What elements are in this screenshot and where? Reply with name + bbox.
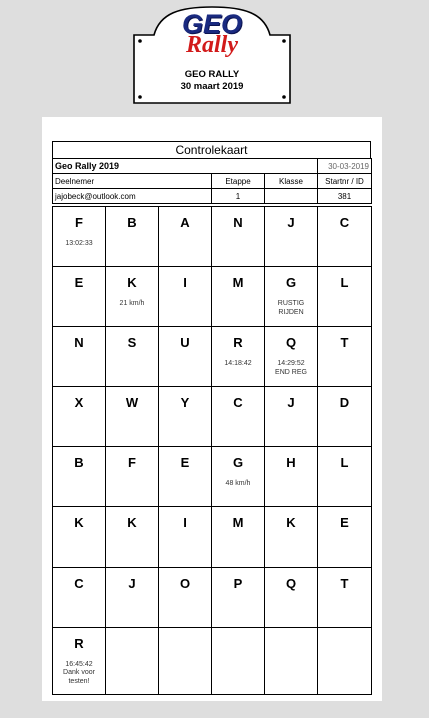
control-grid [52, 206, 372, 695]
grid-cell [212, 627, 265, 694]
control-letter: I [183, 515, 187, 531]
control-letter: O [179, 575, 191, 591]
control-letter: R [74, 635, 84, 651]
control-note: 21 km/h [119, 300, 145, 308]
grid-cell [159, 387, 212, 447]
grid-cell [53, 567, 106, 627]
grid-row [53, 447, 372, 507]
control-letter: U [180, 335, 190, 351]
grid-cell [265, 207, 318, 267]
grid-cell [53, 447, 106, 507]
grid-cell [212, 207, 265, 267]
grid-cell [106, 327, 159, 387]
control-letter: N [233, 215, 243, 230]
grid-cell [212, 567, 265, 627]
control-letter: J [128, 575, 136, 591]
grid-cell [212, 267, 265, 327]
control-letter: M [232, 275, 244, 291]
grid-cell [318, 627, 372, 694]
control-letter: L [340, 455, 349, 471]
grid-cell [159, 567, 212, 627]
card-title: Controlekaart [52, 141, 371, 159]
control-letter: T [340, 575, 349, 591]
header-start: Startnr / ID [318, 174, 372, 189]
control-letter: F [75, 215, 83, 230]
control-letter: B [127, 215, 137, 230]
rally-plate [132, 5, 292, 105]
grid-cell [53, 267, 106, 327]
control-letter: M [232, 515, 244, 531]
control-letter: J [287, 215, 295, 230]
control-letter: T [340, 335, 349, 351]
control-letter: D [339, 395, 350, 411]
card-info-table [52, 158, 372, 204]
control-letter: X [74, 395, 84, 411]
grid-row [53, 207, 372, 267]
control-letter: C [74, 575, 84, 591]
grid-row [53, 327, 372, 387]
grid-cell [53, 327, 106, 387]
control-letter: K [127, 515, 137, 531]
control-letter: K [74, 515, 84, 531]
grid-cell [53, 627, 106, 694]
grid-cell [159, 507, 212, 567]
control-letter: F [128, 455, 136, 471]
grid-cell [318, 387, 372, 447]
control-letter: N [74, 335, 84, 351]
grid-row [53, 267, 372, 327]
control-letter: E [340, 515, 349, 531]
control-letter: J [287, 395, 295, 411]
grid-cell [318, 327, 372, 387]
grid-cell [106, 387, 159, 447]
header-participant: Deelnemer [53, 174, 212, 189]
control-letter: E [180, 455, 190, 471]
grid-cell [53, 387, 106, 447]
control-card [42, 117, 382, 701]
control-note: 14:29:52 END REG [275, 360, 307, 376]
grid-cell [318, 447, 372, 507]
rally-logo-text: Rally [186, 32, 238, 58]
grid-cell [159, 207, 212, 267]
grid-cell [159, 327, 212, 387]
grid-cell [265, 447, 318, 507]
grid-cell [106, 267, 159, 327]
stage-value: 1 [212, 189, 265, 204]
header-class: Klasse [265, 174, 318, 189]
control-letter: G [285, 275, 297, 291]
grid-cell [212, 387, 265, 447]
control-letter: I [183, 275, 187, 291]
grid-cell [212, 507, 265, 567]
geo-logo-text: GEO [181, 9, 242, 39]
control-letter: C [233, 395, 243, 411]
grid-cell [106, 207, 159, 267]
grid-cell [318, 507, 372, 567]
control-letter: Y [180, 395, 190, 411]
start-number-value: 381 [318, 189, 372, 204]
header-stage: Etappe [212, 174, 265, 189]
control-letter: B [74, 455, 84, 471]
grid-cell [159, 627, 212, 694]
grid-row [53, 567, 372, 627]
grid-cell [265, 387, 318, 447]
grid-cell [318, 567, 372, 627]
control-letter: Q [285, 335, 297, 351]
grid-cell [159, 447, 212, 507]
grid-cell [106, 507, 159, 567]
grid-cell [212, 447, 265, 507]
control-letter: G [232, 455, 244, 471]
control-letter: H [286, 455, 296, 471]
control-letter: Q [285, 575, 297, 591]
control-letter: E [74, 275, 84, 291]
grid-cell [106, 567, 159, 627]
grid-cell [265, 507, 318, 567]
participant-email: jajobeck@outlook.com [53, 189, 212, 204]
control-letter: W [125, 395, 139, 411]
grid-cell [106, 627, 159, 694]
class-value [265, 189, 318, 204]
control-note: RUSTIG RIJDEN [277, 300, 305, 316]
grid-cell [265, 267, 318, 327]
control-note: 13:02:33 [65, 240, 93, 247]
grid-row [53, 507, 372, 567]
control-letter: L [340, 275, 349, 291]
grid-cell [53, 507, 106, 567]
event-name: Geo Rally 2019 [53, 159, 318, 174]
control-letter: A [180, 215, 190, 230]
control-note: 14:18:42 [224, 360, 252, 368]
grid-row [53, 387, 372, 447]
control-note: 16:45:42 Dank voor testen! [63, 660, 95, 685]
grid-cell [159, 267, 212, 327]
grid-cell [53, 207, 106, 267]
control-letter: P [233, 575, 243, 591]
grid-row [53, 627, 372, 694]
plate-title: GEO RALLY [184, 69, 240, 80]
grid-cell [106, 447, 159, 507]
control-letter: C [339, 215, 350, 230]
control-note: 48 km/h [225, 480, 251, 488]
control-letter: S [127, 335, 137, 351]
grid-cell [318, 267, 372, 327]
grid-cell [265, 627, 318, 694]
grid-cell [318, 207, 372, 267]
grid-cell [212, 327, 265, 387]
control-letter: K [286, 515, 296, 531]
grid-cell [265, 327, 318, 387]
grid-cell [265, 567, 318, 627]
plate-date: 30 maart 2019 [180, 81, 244, 92]
control-letter: K [127, 275, 137, 291]
event-date: 30-03-2019 [318, 159, 372, 174]
control-letter: R [233, 335, 243, 351]
